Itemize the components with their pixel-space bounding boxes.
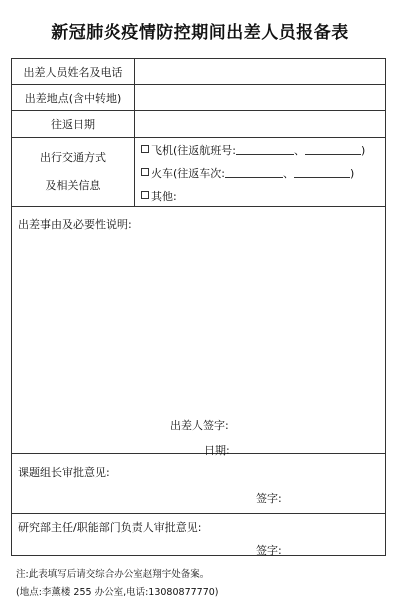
row-dates	[12, 111, 385, 138]
train-checkbox[interactable]	[141, 168, 149, 176]
flight-number-1-field[interactable]	[236, 145, 294, 155]
flight-label: 飞机(往返航班号:	[151, 144, 236, 157]
location-label: 出差地点(含中转地)	[12, 85, 135, 110]
transport-label-line2: 及相关信息	[45, 179, 101, 192]
train-label: 火车(往返车次:	[151, 167, 225, 180]
signer-label: 出差人签字:	[170, 419, 229, 432]
report-form	[11, 58, 386, 556]
row-group-leader-approval[interactable]	[12, 454, 385, 514]
transport-options	[135, 138, 385, 206]
row-transport	[12, 138, 385, 207]
reason-label: 出差事由及必要性说明:	[18, 218, 132, 231]
flight-number-2-field[interactable]	[305, 145, 361, 155]
other-option[interactable]	[141, 188, 177, 204]
row-name-phone	[12, 59, 385, 85]
flight-option[interactable]	[141, 142, 365, 158]
director-label: 研究部主任/职能部门负责人审批意见:	[18, 521, 202, 534]
director-sign-label: 签字:	[256, 544, 282, 557]
row-director-approval[interactable]	[12, 514, 385, 555]
note-line-1: 注:此表填写后请交综合办公室赵翔宇处备案。	[16, 569, 210, 580]
name-phone-field[interactable]	[135, 59, 385, 84]
transport-label	[12, 138, 135, 206]
flight-close-paren: )	[361, 144, 366, 157]
dates-field[interactable]	[135, 111, 385, 137]
transport-label-line1: 出行交通方式	[40, 151, 106, 164]
name-phone-label: 出差人员姓名及电话	[12, 59, 135, 84]
train-number-1-field[interactable]	[225, 168, 283, 178]
form-title: 新冠肺炎疫情防控期间出差人员报备表	[51, 23, 349, 43]
date-label: 日期:	[204, 444, 230, 457]
train-option[interactable]	[141, 165, 354, 181]
other-checkbox[interactable]	[141, 191, 149, 199]
row-reason[interactable]	[12, 207, 385, 457]
group-leader-label: 课题组长审批意见:	[18, 466, 110, 479]
flight-separator: 、	[294, 144, 305, 157]
location-field[interactable]	[135, 85, 385, 110]
dates-label: 往返日期	[12, 111, 135, 137]
train-number-2-field[interactable]	[294, 168, 350, 178]
note-line-2: (地点:李薰楼 255 办公室,电话:13080877770)	[16, 587, 219, 598]
other-label: 其他:	[151, 190, 177, 203]
row-location	[12, 85, 385, 111]
flight-checkbox[interactable]	[141, 145, 149, 153]
train-separator: 、	[283, 167, 294, 180]
footer-notes	[16, 566, 219, 602]
train-close-paren: )	[350, 167, 355, 180]
group-leader-sign-label: 签字:	[256, 492, 282, 505]
